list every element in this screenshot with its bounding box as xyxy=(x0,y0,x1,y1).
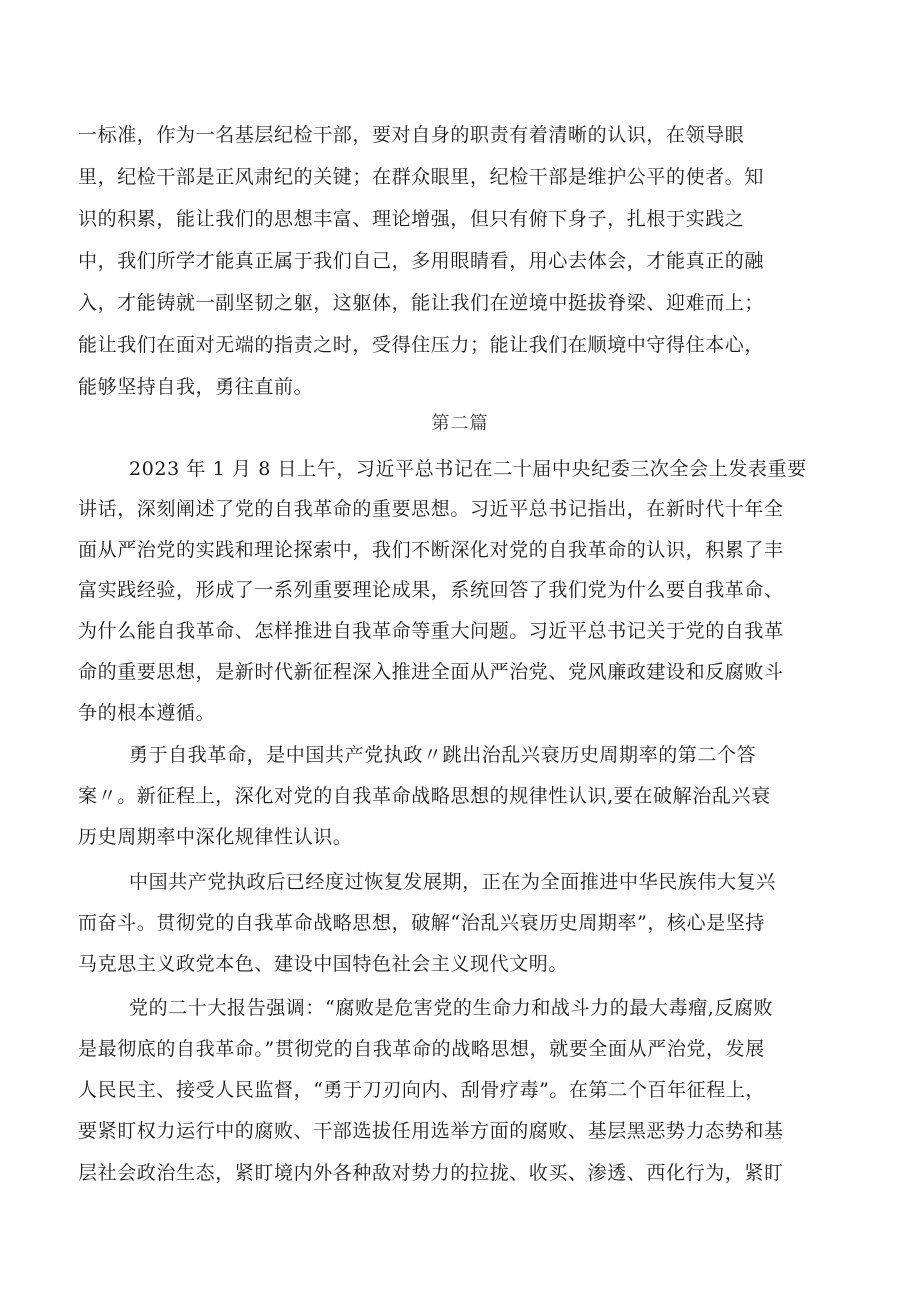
text-line: 能够坚持自我，勇往直前。 xyxy=(78,376,314,398)
text-line: 中国共产党执政后已经度过恢复发展期，正在为全面推进中华民族伟大复兴 xyxy=(129,871,776,893)
text-line: 富实践经验，形成了一系列重要理论成果，系统回答了我们党为什么要自我革命、 xyxy=(78,579,784,601)
text-line: 是最彻底的自我革命。”贯彻党的自我革命的战略思想，就要全面从严治党，发展 xyxy=(78,1038,765,1060)
text-line: 为什么能自我革命、怎样推进自我革命等重大问题。习近平总书记关于党的自我革 xyxy=(78,620,784,642)
text-line: 讲话，深刻阐述了党的自我革命的重要思想。习近平总书记指出，在新时代十年全 xyxy=(78,498,784,520)
text-line: 要紧盯权力运行中的腐败、干部选拔任用选举方面的腐败、基层黑恶势力态势和基 xyxy=(78,1120,784,1142)
text-line: 面从严治党的实践和理论探索中，我们不断深化对党的自我革命的认识，积累了丰 xyxy=(78,539,784,561)
section-title: 第二篇 xyxy=(431,413,489,434)
text-line: 党的二十大报告强调：“腐败是危害党的生命力和战斗力的最大毒瘤,反腐败 xyxy=(129,997,774,1019)
text-line: 能让我们在面对无端的指责之时，受得住压力；能让我们在顺境中守得住本心， xyxy=(78,334,765,356)
text-line: 争的根本遵循。 xyxy=(78,702,216,724)
text-line: 层社会政治生态，紧盯境内外各种敌对势力的拉拢、收买、渗透、西化行为，紧盯 xyxy=(78,1162,784,1184)
text-line: 里，纪检干部是正风肃纪的关键；在群众眼里，纪检干部是维护公平的使者。知 xyxy=(78,166,765,188)
text-line: 2023 年 1 月 8 日上午，习近平总书记在二十届中央纪委三次全会上发表重要 xyxy=(129,458,807,480)
text-line: 勇于自我革命，是中国共产党执政〃跳出治乱兴衰历史周期率的第二个答 xyxy=(129,744,757,766)
text-line: 案〃。新征程上，深化对党的自我革命战略思想的规律性认识,要在破解治乱兴衰 xyxy=(78,785,771,807)
text-line: 人民民主、接受人民监督，“勇于刀刃向内、刮骨疗毒”。在第二个百年征程上， xyxy=(78,1079,766,1101)
text-line: 中，我们所学才能真正属于我们自己，多用眼睛看，用心去体会，才能真正的融 xyxy=(78,250,765,272)
text-line: 而奋斗。贯彻党的自我革命战略思想，破解“治乱兴衰历史周期率”，核心是坚持 xyxy=(78,912,766,934)
text-line: 命的重要思想，是新时代新征程深入推进全面从严治党、党风廉政建设和反腐败斗 xyxy=(78,661,784,683)
text-line: 历史周期率中深化规律性认识。 xyxy=(78,826,353,848)
text-line: 入，才能铸就一副坚韧之躯，这躯体，能让我们在逆境中挺拔脊梁、迎难而上； xyxy=(78,292,765,314)
text-line: 马克思主义政党本色、建设中国特色社会主义现代文明。 xyxy=(78,953,569,975)
text-line: 一标准，作为一名基层纪检干部，要对自身的职责有着清晰的认识，在领导眼 xyxy=(78,124,745,146)
text-line: 识的积累，能让我们的思想丰富、理论增强，但只有俯下身子，扎根于实践之 xyxy=(78,208,745,230)
